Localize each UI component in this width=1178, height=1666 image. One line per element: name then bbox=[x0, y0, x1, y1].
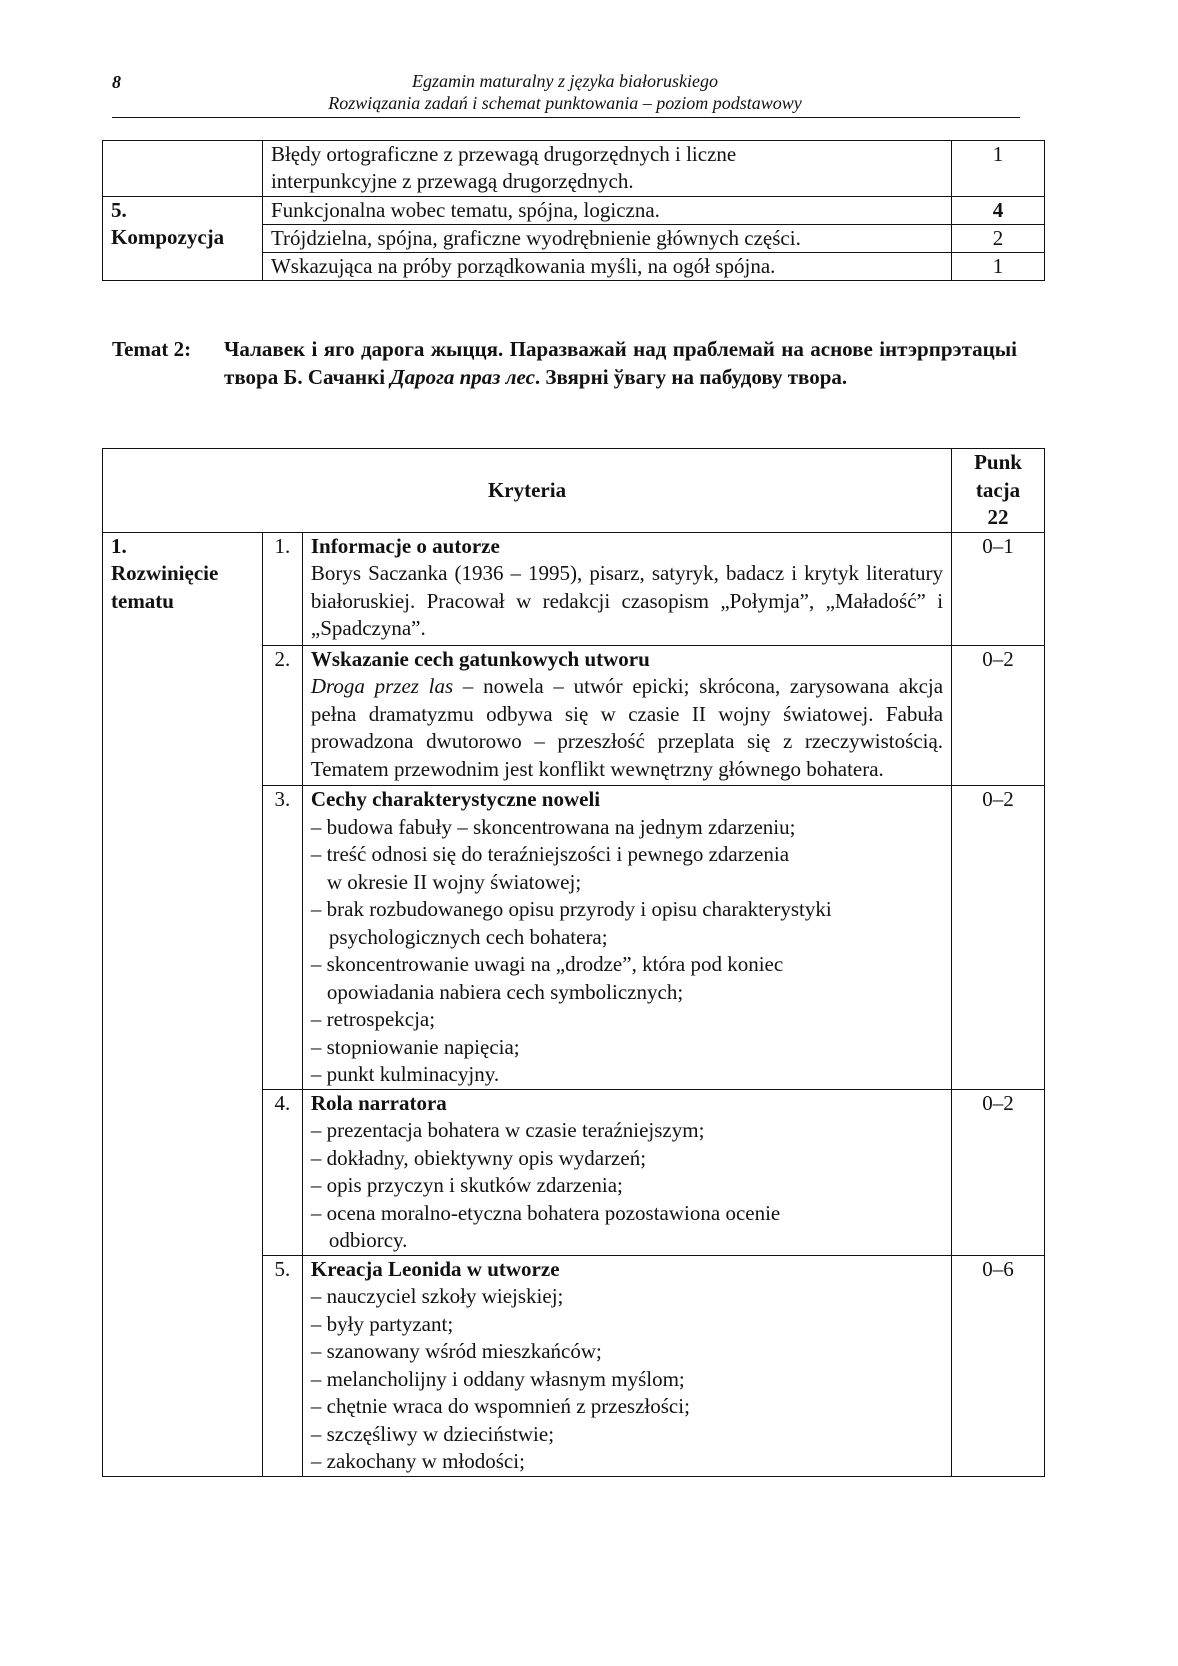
criterion-cell: Błędy ortograficzne z przewagą drugorzędnych i liczne interpunkcyjne z przewagą drugorzędnych. bbox=[262, 141, 951, 197]
item-title: Informacje o autorze bbox=[310, 533, 500, 558]
empty-category-cell bbox=[103, 141, 263, 197]
points-cell: 0–2 bbox=[952, 645, 1045, 786]
points-cell: 2 bbox=[952, 224, 1045, 252]
topic-text: Чалавек і яго дарога жыцця. Паразважай над праблемай на аснове інтэрпрэтацыі твора Б. Сачанкі Дарога праз лес. Звярні ўвагу на пабудову твора. bbox=[224, 337, 1017, 389]
list-item: opowiadania nabiera cech symbolicznych; bbox=[326, 979, 684, 1004]
table-row bbox=[103, 141, 1045, 197]
running-header bbox=[230, 70, 900, 114]
item-number: 2. bbox=[262, 645, 302, 786]
list-item: – punkt kulminacyjny. bbox=[310, 1062, 500, 1086]
points-cell: 4 bbox=[952, 196, 1045, 224]
list-item: – retrospekcja; bbox=[310, 1007, 436, 1031]
list-item: – nauczyciel szkoły wiejskiej; bbox=[310, 1284, 564, 1308]
list-item: – były partyzant; bbox=[310, 1311, 454, 1336]
list-item: – dokładny, obiektywny opis wydarzeń; bbox=[310, 1145, 647, 1170]
item-content bbox=[302, 1255, 951, 1476]
list-item: – melancholijny i oddany własnym myślom; bbox=[310, 1366, 685, 1391]
header-rule bbox=[112, 117, 1020, 118]
category-cell: 1. Rozwinięcie tematu bbox=[103, 532, 263, 1476]
points-cell: 1 bbox=[952, 141, 1045, 197]
item-title: Kreacja Leonida w utworze bbox=[310, 1256, 560, 1281]
list-item: – szczęśliwy w dzieciństwie; bbox=[310, 1421, 555, 1446]
list-item: psychologicznych cech bohatera; bbox=[328, 924, 608, 949]
list-item: – opis przyczyn i skutków zdarzenia; bbox=[310, 1173, 623, 1197]
table-header-row bbox=[103, 449, 1045, 533]
item-number: 1. bbox=[262, 532, 302, 645]
item-title: Cechy charakterystyczne noweli bbox=[310, 787, 601, 811]
list-item: – treść odnosi się do teraźniejszości i pewnego zdarzenia bbox=[310, 842, 790, 866]
work-title: Дарога праз лес bbox=[390, 364, 535, 389]
item-body: Droga przez las – nowela – utwór epicki; skrócona, zarysowana akcja pełna dramatyzmu odbywa się w czasie II wojny światowej. Fabuła prowadzona dwutorowo – przeszłość przeplata się z rzeczywistością. Tematem przewodnim jest konflikt wewnętrzny głównego bohatera. bbox=[310, 674, 944, 781]
item-title: Rola narratora bbox=[310, 1090, 447, 1115]
points-cell: 1 bbox=[952, 253, 1045, 281]
item-content bbox=[302, 645, 951, 786]
criterion-cell: Funkcjonalna wobec tematu, spójna, logiczna. bbox=[262, 196, 951, 224]
item-number: 3. bbox=[262, 786, 302, 1090]
list-item: – budowa fabuły – skoncentrowana na jednym zdarzeniu; bbox=[310, 814, 796, 839]
topic-block bbox=[112, 336, 1017, 391]
item-body: Borys Saczanka (1936 – 1995), pisarz, satyryk, badacz i krytyk literatury białoruskiej. Pracował w redakcji czasopism „Połymja”, „Maładość” i „Spadczyna”. bbox=[310, 561, 944, 640]
header-line-2: Rozwiązania zadań i schemat punktowania – poziom podstawowy bbox=[328, 93, 802, 113]
criteria-header: Kryteria bbox=[103, 449, 952, 533]
points-cell: 0–2 bbox=[952, 786, 1045, 1090]
list-item: – ocena moralno-etyczna bohatera pozostawiona ocenie bbox=[310, 1200, 781, 1225]
criteria-table bbox=[102, 448, 1045, 1477]
table-row bbox=[103, 532, 1045, 645]
table-row bbox=[103, 196, 1045, 224]
list-item: – szanowany wśród mieszkańców; bbox=[310, 1339, 602, 1363]
criterion-cell: Trójdzielna, spójna, graficzne wyodrębnienie głównych części. bbox=[262, 224, 951, 252]
list-item: w okresie II wojny światowej; bbox=[326, 869, 582, 894]
item-number: 4. bbox=[262, 1089, 302, 1255]
item-title: Wskazanie cech gatunkowych utworu bbox=[310, 646, 650, 671]
category-cell: 5. Kompozycja bbox=[103, 196, 263, 281]
list-item: – skoncentrowanie uwagi na „drodze”, która pod koniec bbox=[310, 952, 784, 976]
item-content bbox=[302, 532, 951, 645]
list-item: – chętnie wraca do wspomnień z przeszłości; bbox=[310, 1394, 690, 1418]
points-cell: 0–6 bbox=[952, 1255, 1045, 1476]
list-item: odbiorcy. bbox=[328, 1228, 408, 1252]
item-content bbox=[302, 1089, 951, 1255]
scoring-table-continued bbox=[102, 140, 1045, 281]
item-number: 5. bbox=[262, 1255, 302, 1476]
item-content bbox=[302, 786, 951, 1090]
header-line-1: Egzamin maturalny z języka białoruskiego bbox=[412, 71, 718, 91]
points-cell: 0–2 bbox=[952, 1089, 1045, 1255]
list-item: – brak rozbudowanego opisu przyrody i opisu charakterystyki bbox=[310, 897, 832, 921]
points-cell: 0–1 bbox=[952, 532, 1045, 645]
list-item: – stopniowanie napięcia; bbox=[310, 1034, 520, 1059]
page-number: 8 bbox=[112, 72, 121, 92]
criterion-cell: Wskazująca na próby porządkowania myśli, na ogół spójna. bbox=[262, 253, 951, 281]
topic-label: Temat 2: bbox=[112, 337, 192, 361]
list-item: – prezentacja bohatera w czasie teraźniejszym; bbox=[310, 1118, 705, 1142]
points-header: Punk tacja 22 bbox=[952, 449, 1045, 533]
list-item: – zakochany w młodości; bbox=[310, 1449, 525, 1473]
